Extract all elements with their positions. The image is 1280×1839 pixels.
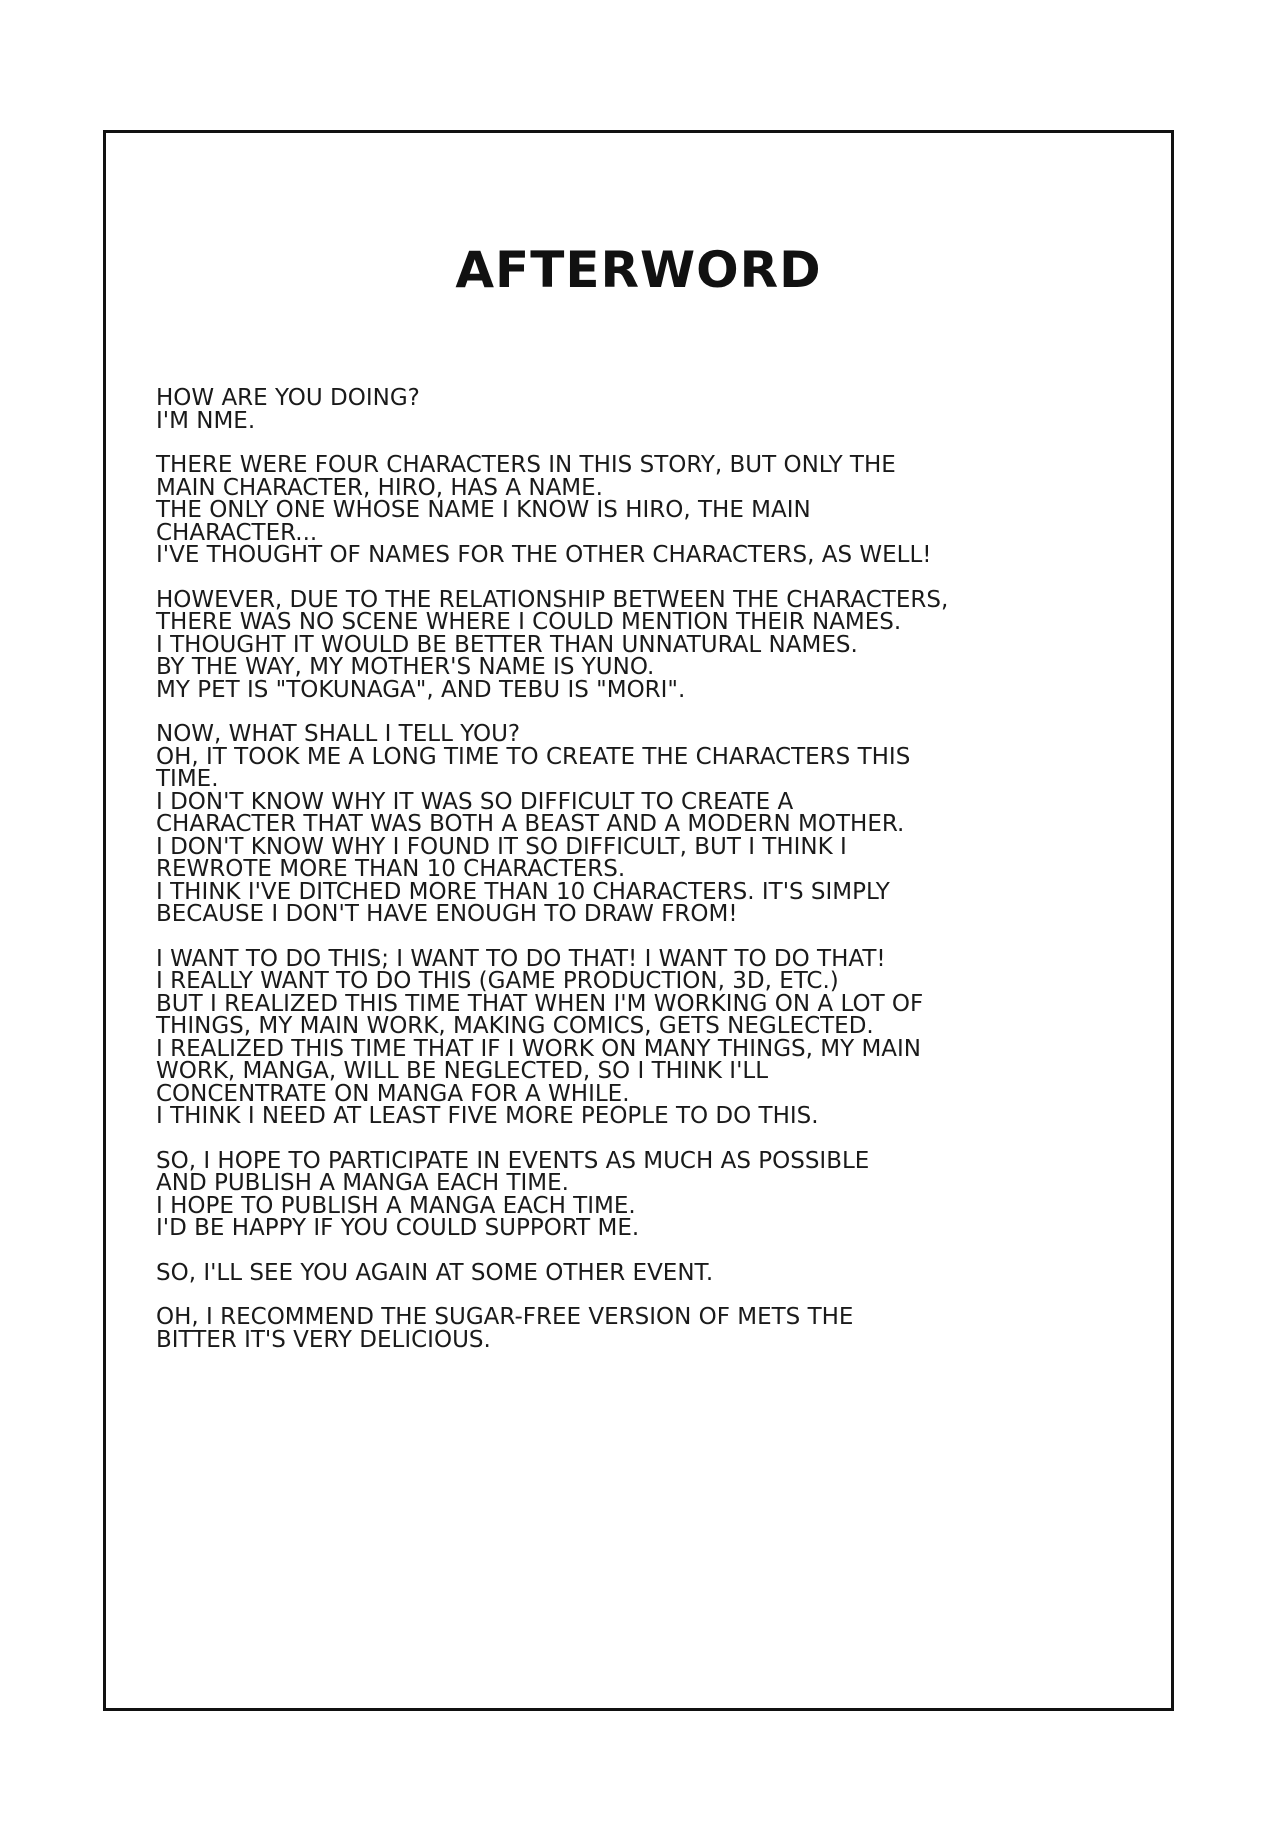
text-line: THE ONLY ONE WHOSE NAME I KNOW IS HIRO, THE MAIN — [156, 497, 811, 523]
text-line: CONCENTRATE ON MANGA FOR A WHILE. — [156, 1080, 630, 1107]
paragraph — [156, 1147, 1086, 1241]
text-line: WORK, MANGA, WILL BE NEGLECTED, SO I THINK I'LL — [156, 1058, 769, 1084]
text-line: I'VE THOUGHT OF NAMES FOR THE OTHER CHARACTERS, AS WELL! — [156, 542, 932, 568]
text-line: I HOPE TO PUBLISH A MANGA EACH TIME. — [156, 1192, 636, 1219]
text-line: NOW, WHAT SHALL I TELL YOU? — [156, 721, 521, 747]
page-title: AFTERWORD — [455, 241, 822, 299]
text-line: CHARACTER... — [156, 519, 318, 546]
text-line: I'M NME. — [156, 407, 256, 434]
text-line: HOW ARE YOU DOING? — [156, 385, 420, 411]
paragraph — [156, 1259, 1086, 1286]
text-line: I THOUGHT IT WOULD BE BETTER THAN UNNATURAL NAMES. — [156, 631, 858, 658]
text-line: AND PUBLISH A MANGA EACH TIME. — [156, 1170, 569, 1196]
text-line: REWROTE MORE THAN 10 CHARACTERS. — [156, 856, 626, 882]
text-line: I DON'T KNOW WHY I FOUND IT SO DIFFICULT, BUT I THINK I — [156, 833, 847, 860]
text-line: MAIN CHARACTER, HIRO, HAS A NAME. — [156, 474, 603, 501]
text-line: BUT I REALIZED THIS TIME THAT WHEN I'M WORKING ON A LOT OF — [156, 990, 924, 1017]
text-line: THERE WAS NO SCENE WHERE I COULD MENTION THEIR NAMES. — [156, 609, 902, 635]
paragraph — [156, 454, 1086, 567]
text-line: I THINK I'VE DITCHED MORE THAN 10 CHARACTERS. IT'S SIMPLY — [156, 878, 890, 905]
paragraph — [156, 723, 1086, 926]
text-line: OH, I RECOMMEND THE SUGAR-FREE VERSION OF METS THE — [156, 1304, 854, 1330]
text-line: BY THE WAY, MY MOTHER'S NAME IS YUNO. — [156, 654, 655, 680]
text-line: BECAUSE I DON'T HAVE ENOUGH TO DRAW FROM! — [156, 901, 738, 927]
paragraph — [156, 1306, 1086, 1351]
afterword-body — [156, 387, 1086, 1373]
text-line: THINGS, MY MAIN WORK, MAKING COMICS, GETS NEGLECTED. — [156, 1013, 874, 1039]
text-line: BITTER IT'S VERY DELICIOUS. — [156, 1326, 491, 1353]
text-line: CHARACTER THAT WAS BOTH A BEAST AND A MODERN MOTHER. — [156, 811, 905, 837]
text-line: SO, I HOPE TO PARTICIPATE IN EVENTS AS MUCH AS POSSIBLE — [156, 1147, 870, 1174]
text-line: MY PET IS "TOKUNAGA", AND TEBU IS "MORI". — [156, 676, 686, 703]
page-frame — [103, 130, 1174, 1711]
text-line: I'D BE HAPPY IF YOU COULD SUPPORT ME. — [156, 1215, 640, 1241]
paragraph — [156, 586, 1086, 703]
paragraph — [156, 945, 1086, 1129]
paragraph — [156, 387, 1086, 432]
text-line: I REALIZED THIS TIME THAT IF I WORK ON MANY THINGS, MY MAIN — [156, 1035, 922, 1062]
text-line: THERE WERE FOUR CHARACTERS IN THIS STORY, BUT ONLY THE — [156, 452, 896, 478]
text-line: SO, I'LL SEE YOU AGAIN AT SOME OTHER EVENT. — [156, 1259, 714, 1286]
text-line: I DON'T KNOW WHY IT WAS SO DIFFICULT TO CREATE A — [156, 788, 794, 815]
text-line: TIME. — [156, 766, 219, 792]
text-line: I REALLY WANT TO DO THIS (GAME PRODUCTION, 3D, ETC.) — [156, 968, 839, 994]
text-line: HOWEVER, DUE TO THE RELATIONSHIP BETWEEN THE CHARACTERS, — [156, 586, 949, 613]
text-line: I WANT TO DO THIS; I WANT TO DO THAT! I WANT TO DO THAT! — [156, 945, 886, 972]
text-line: OH, IT TOOK ME A LONG TIME TO CREATE THE CHARACTERS THIS — [156, 743, 911, 770]
text-line: I THINK I NEED AT LEAST FIVE MORE PEOPLE TO DO THIS. — [156, 1103, 819, 1129]
